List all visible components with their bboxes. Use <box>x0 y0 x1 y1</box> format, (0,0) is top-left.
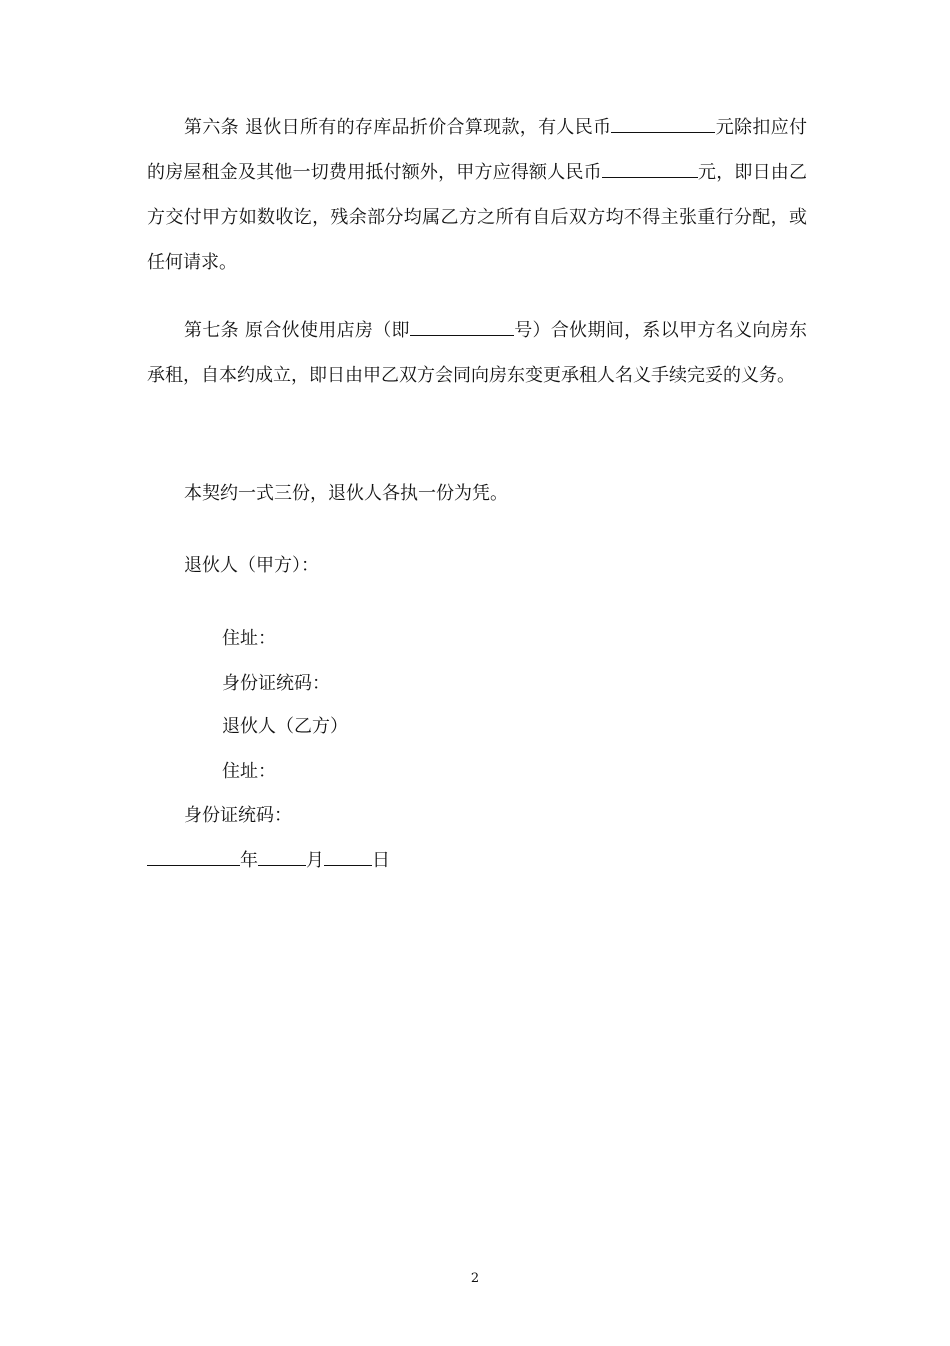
party-a-label: 退伙人（甲方）： <box>184 555 319 576</box>
amount-blank-1[interactable] <box>611 114 715 133</box>
copies-clause: 本契约一式三份，退伙人各执一份为凭。 <box>184 483 508 504</box>
year-blank[interactable] <box>147 847 240 866</box>
article-6-text-1: 第六条 退伙日所有的存库品折价合算现款，有人民币 <box>184 117 612 138</box>
address-label-b: 住址： <box>222 761 276 782</box>
day-blank[interactable] <box>324 847 372 866</box>
party-b-label: 退伙人（乙方） <box>222 716 348 737</box>
month-blank[interactable] <box>258 847 306 866</box>
year-label: 年 <box>240 850 258 871</box>
date-line <box>147 847 390 873</box>
month-label: 月 <box>306 850 324 871</box>
article-7-paragraph <box>147 308 807 398</box>
article-6-text-3: 元，即日由乙方交付甲方如数收讫，残余部分均属乙方之所有自后双方均不得主张重行分配，或任何请求。 <box>147 162 808 273</box>
shop-number-blank[interactable] <box>410 317 514 336</box>
id-number-label-a: 身份证统码： <box>222 673 330 694</box>
article-6-paragraph <box>147 105 807 285</box>
address-label-a: 住址： <box>222 628 276 649</box>
id-number-label-b: 身份证统码： <box>184 805 292 826</box>
amount-blank-2[interactable] <box>602 159 698 178</box>
article-7-text-1: 第七条 原合伙使用店房（即 <box>184 320 410 341</box>
article-7-text-2: 号）合伙期间，系以甲方名义向房东承租，自本约成立，即日由甲乙双方会同向房东变更承租人名义手续完妥的义务。 <box>147 320 807 386</box>
article-6-text-2: 元除扣应付的房屋租金及其他一切费用抵付额外，甲方应得额人民币 <box>147 117 807 183</box>
day-label: 日 <box>372 850 390 871</box>
page-number: 2 <box>470 1271 480 1286</box>
